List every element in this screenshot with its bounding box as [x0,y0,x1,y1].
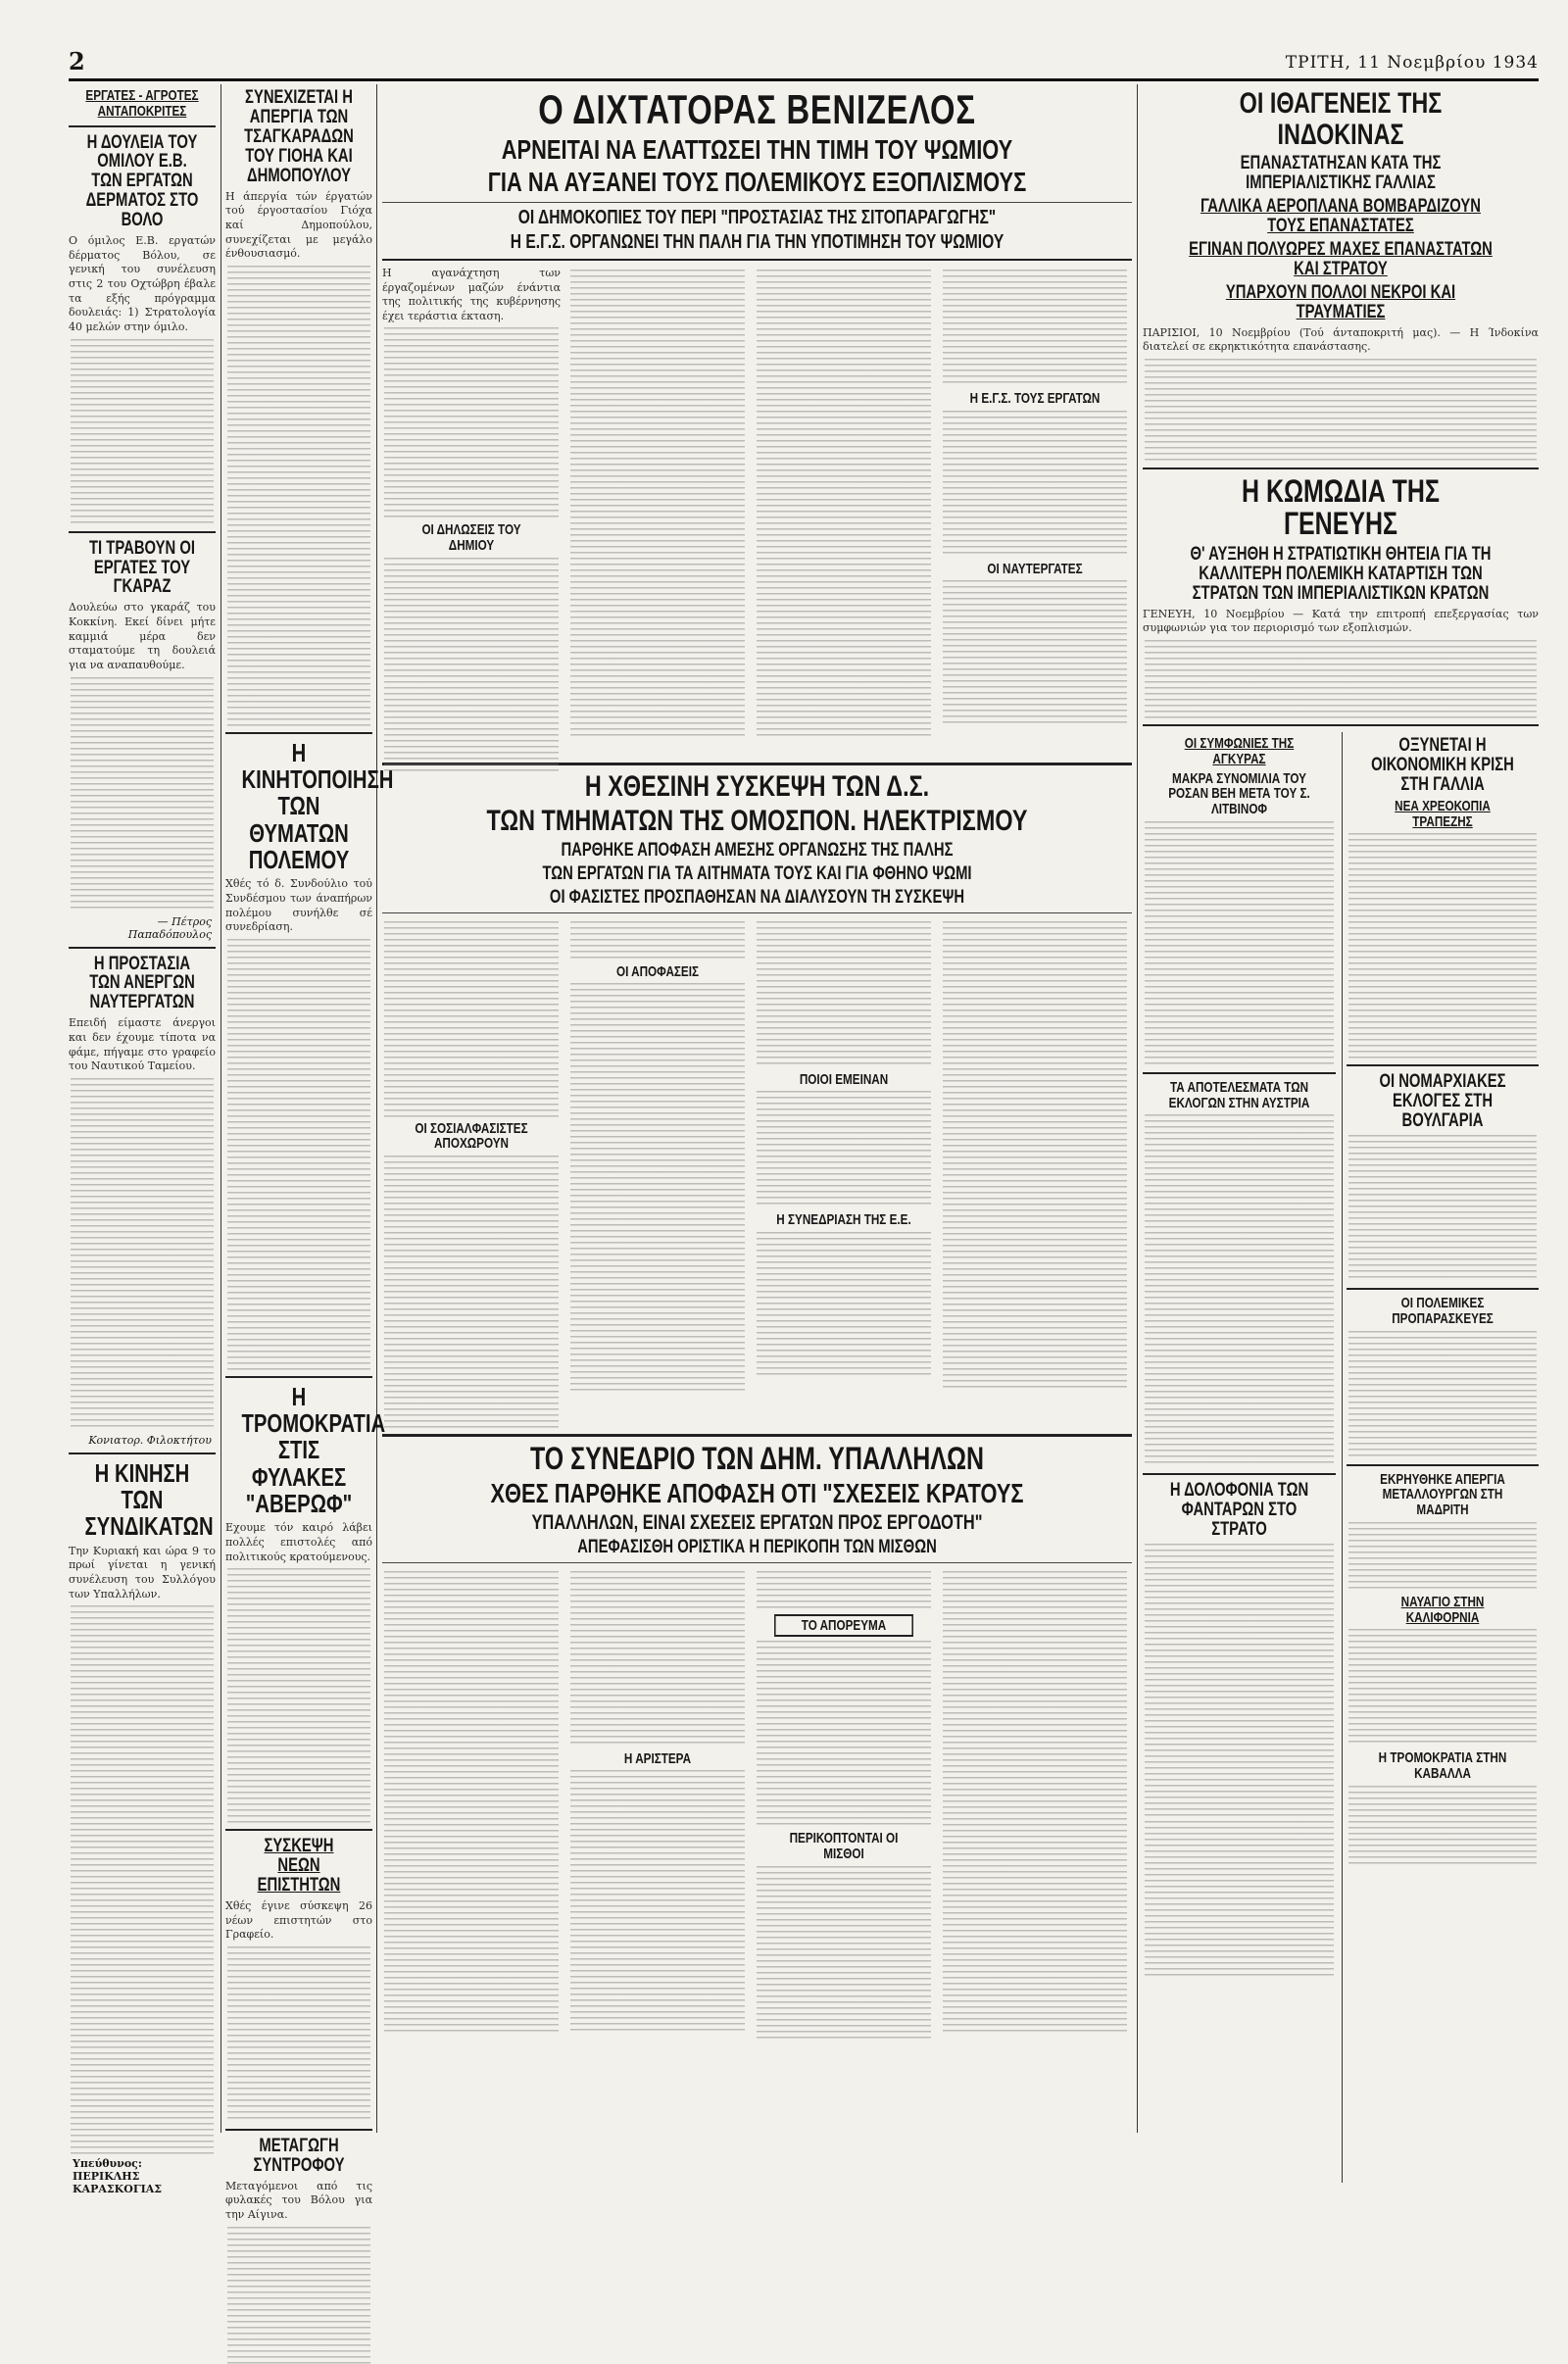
subheading: Η Ε.Γ.Σ. ΤΟΥΣ ΕΡΓΑΤΩΝ [969,389,1101,407]
article-headline: ΕΚΡΗΥΘΗΚΕ ΑΠΕΡΓΙΑ ΜΕΤΑΛΛΟΥΡΓΩΝ ΣΤΗ ΜΑΔΡΙΤΗ [1380,1470,1505,1519]
article-text-block [943,580,1127,727]
meeting-story [382,771,1132,1428]
article-deck: Θ' ΑΥΞΗΘΗ Η ΣΤΡΑΤΙΩΤΙΚΗ ΘΗΤΕΙΑ ΓΙΑ ΤΗ ΚΑΛΛΙΤΕΡΗ ΠΟΛΕΜΙΚΗ ΚΑΤΑΡΤΙΣΗ ΤΩΝ ΣΤΡΑΤΩΝ ΤΩΝ ΙΜΠΕΡΙΑΛΙΣΤΙΚΩΝ ΚΡΑΤΩΝ [1190,543,1492,604]
article-text-block [384,1156,559,1430]
article-text-block [71,1605,214,2154]
column-1 [69,84,216,2196]
congress-column [755,1568,933,2045]
center-area [382,84,1132,2133]
article-text-block [1348,1135,1537,1282]
divider [225,2129,372,2131]
article-text: Η άπεργία τών έργατών τού έργοστασίου Γιόχα καί Δημοπούλου, συνεχίζεται με μεγάλο ένθουσιασμό. [225,189,372,261]
article-text-block [71,339,214,525]
subheading: ΟΙ ΝΑΥΤΕΡΓΑΤΕΣ [987,560,1083,577]
article-text-block [757,1641,931,1827]
article-headline: Η ΧΘΕΣΙΝΗ ΣΥΣΚΕΨΗ ΤΩΝ Δ.Σ. [584,769,930,803]
article-text-block [384,1571,559,2032]
subheading: Η ΑΡΙΣΤΕΡΑ [623,1749,692,1767]
divider [69,1453,216,1454]
lead-body [382,267,1132,757]
article-text-block [227,1946,370,2123]
article-text-block [757,1571,931,1610]
article-text: Την Κυριακή και ώρα 9 το πρωί γίνεται η γενική συνέλευση του Συλλόγου των Υπαλλήλων. [69,1544,216,1601]
article-deck: ΥΠΑΛΛΗΛΩΝ, ΕΙΝΑΙ ΣΧΕΣΕΙΣ ΕΡΓΑΤΩΝ ΠΡΟΣ ΕΡΓΟΔΟΤΗ" [531,1510,983,1534]
article-headline: Η ΚΙΝΗΣΗ ΤΩΝ ΣΥΝΔΙΚΑΤΩΝ [84,1457,214,1542]
article-text: Χθές τό δ. Συνδούλιο τού Συνδέσμου των άναπήρων πολέμου συνήλθε σέ συνεδρίαση. [225,877,372,934]
article-text-block [227,1568,370,1823]
article-text-block [227,939,370,1370]
newspaper-page [69,45,1539,2221]
divider [225,1376,372,1378]
article-text-block [570,921,745,960]
lead-deck: ΑΡΝΕΙΤΑΙ ΝΑ ΕΛΑΤΤΩΣΕΙ ΤΗΝ ΤΙΜΗ ΤΟΥ ΨΩΜΙΟΥ [501,134,1013,166]
divider [382,259,1132,261]
article-text-block [71,677,214,912]
article-text-block [1348,1522,1537,1591]
article-text: Η αγανάχτηση των έργαζομένων μαζών ένάντια της πολιτικής της κυβέρνησης έχει τεράστια έκταση. [382,266,561,322]
divider [1347,1464,1539,1466]
article-text-block [943,270,1127,387]
article-deck: ΜΑΚΡΑ ΣΥΝΟΜΙΛΙΑ ΤΟΥ ΡΟΣΑΝ ΒΕΗ ΜΕΤΑ ΤΟΥ Σ. ΛΙΤΒΙΝΟΦ [1168,769,1310,817]
lead-deck: Η Ε.Γ.Σ. ΟΡΓΑΝΩΝΕΙ ΤΗΝ ΠΑΛΗ ΓΙΑ ΤΗΝ ΥΠΟΤΙΜΗΣΗ ΤΟΥ ΨΩΜΙΟΥ [510,230,1004,253]
article-deck: ΥΠΑΡΧΟΥΝ ΠΟΛΛΟΙ ΝΕΚΡΟΙ ΚΑΙ ΤΡΑΥΜΑΤΙΕΣ [1225,281,1456,322]
right-area [1143,84,1539,2133]
article-text-block [384,327,559,518]
article-text-block [384,558,559,773]
article-text: Εχουμε τόν καιρό λάβει πολλές επιστολές από πολιτικούς κρατούμενους. [225,1521,372,1563]
article-text-block [227,2227,370,2364]
meeting-column [941,918,1129,1395]
article-headline: ΤΑ ΑΠΟΤΕΛΕΣΜΑΤΑ ΤΩΝ ΕΚΛΟΓΩΝ ΣΤΗΝ ΑΥΣΤΡΙΑ [1168,1078,1310,1111]
article-text: ΓΕΝΕΥΗ, 10 Νοεμβρίου — Κατά την επιτροπή επεξεργασίας των συμφωνιών για τον περιορισμό των εξοπλισμών. [1143,607,1539,635]
article-text-block [757,1091,931,1208]
column-rule [1137,84,1138,2133]
article-text-block [71,1078,214,1431]
lead-deck: ΓΙΑ ΝΑ ΑΥΞΑΝΕΙ ΤΟΥΣ ΠΟΛΕΜΙΚΟΥΣ ΕΞΟΠΛΙΣΜΟΥΣ [487,167,1027,198]
divider [1143,468,1539,469]
subheading: ΟΙ ΔΗΛΩΣΕΙΣ ΤΟΥ ΔΗΜΙΟΥ [421,521,521,555]
issue-date: ΤΡΙΤΗ, 11 Νοεμβρίου 1934 [1285,53,1539,73]
congress-story [382,1440,1132,2097]
subheading: ΤΟ ΑΠΟΡΕΥΜΑ [774,1614,913,1638]
article-text-block [943,411,1127,558]
divider [382,1434,1132,1437]
lead-column [941,267,1129,731]
column-rule [376,84,377,2133]
divider [382,912,1132,913]
article-headline: ΟΙ ΝΟΜΑΡΧΙΑΚΕΣ ΕΚΛΟΓΕΣ ΣΤΗ ΒΟΥΛΓΑΡΙΑ [1379,1071,1506,1132]
subheading: ΟΙ ΑΠΟΦΑΣΕΙΣ [615,962,699,980]
article-text-block [943,1571,1127,2032]
article-text: Επειδή είμαστε άνεργοι και δεν έχουμε τίποτα να φάμε, πήγαμε στο γραφείο του Ναυτικού Ταμείου. [69,1016,216,1073]
article-text-block [757,1866,931,2043]
meeting-column [755,918,933,1383]
article-headline: ΟΙ ΠΟΛΕΜΙΚΕΣ ΠΡΟΠΑΡΑΣΚΕΥΕΣ [1392,1295,1494,1327]
article-text: Δουλεύω στο γκαράζ του Κοκκίνη. Εκεί δίνει μήτε καμμιά μέρα δεν σταματούμε τη δουλειά για να αναπαυθούμε. [69,601,216,671]
divider [1347,1064,1539,1066]
divider [225,1829,372,1831]
article-headline: ΤΙ ΤΡΑΒΟΥΝ ΟΙ ΕΡΓΑΤΕΣ ΤΟΥ ΓΚΑΡΑΖ [88,537,196,598]
divider [69,531,216,533]
article-text-block [570,983,745,1395]
article-text-block [1348,833,1537,1059]
author-signature: Κονιατορ. Φιλοκτήτου [88,1433,212,1447]
subheading: ΠΕΡΙΚΟΠΤΟΝΤΑΙ ΟΙ ΜΙΣΘΟΙ [789,1830,899,1863]
page-number: 2 [69,47,85,75]
article-deck: ΓΑΛΛΙΚΑ ΑΕΡΟΠΛΑΝΑ ΒΟΜΒΑΡΔΙΖΟΥΝ ΤΟΥΣ ΕΠΑΝΑΣΤΑΤΕΣ [1200,195,1481,236]
article-text: Χθές έγινε σύσκεψη 26 νέων επιστητών στο Γραφείο. [225,1898,372,1942]
article-deck: ΑΠΕΦΑΣΙΣΘΗ ΟΡΙΣΤΙΚΑ Η ΠΕΡΙΚΟΠΗ ΤΩΝ ΜΙΣΘΩΝ [577,1536,937,1557]
divider [1143,1072,1336,1074]
article-text: Ο όμιλος Ε.Β. εργατών δέρματος Βόλου, σε γενική του συνέλευση στις 2 του Οχτώβρη έβαλε τα εξής πρόγραμμα δουλειάς: 1) Στρατολογία 40 μελών στην όμιλο. [69,234,216,333]
section-header: ΕΡΓΑΤΕΣ - ΑΓΡΟΤΕΣ ΑΝΤΑΠΟΚΡΙΤΕΣ [85,87,199,120]
divider [382,1562,1132,1563]
article-deck: ΕΓΙΝΑΝ ΠΟΛΥΩΡΕΣ ΜΑΧΕΣ ΕΠΑΝΑΣΤΑΤΩΝ ΚΑΙ ΣΤΡΑΤΟΥ [1189,238,1493,279]
article-text-block [1145,1821,1334,1978]
right-columns [1143,732,1539,2183]
article-headline: Η ΔΟΛΟΦΟΝΙΑ ΤΩΝ ΦΑΝΤΑΡΩΝ ΣΤΟ ΣΤΡΑΤΟ [1169,1480,1309,1541]
article-text-block [757,921,931,1068]
article-headline: Η ΚΙΝΗΤΟΠΟΙΗΣΗ ΤΩΝ ΘΥΜΑΤΩΝ ΠΟΛΕΜΟΥ [241,737,394,874]
article-text-block [1348,1629,1537,1747]
masthead [69,45,1539,81]
divider [1143,724,1539,726]
article-text-block [757,1232,931,1379]
article-deck: ΝΕΑ ΧΡΕΟΚΟΠΙΑ ΤΡΑΠΕΖΗΣ [1395,797,1491,830]
article-text-block [943,921,1127,1392]
article-headline: ΣΥΣΚΕΨΗ ΝΕΩΝ ΕΠΙΣΤΗΤΩΝ [257,1836,341,1896]
right-column-a [1143,732,1336,1981]
congress-column [941,1568,1129,2035]
meeting-column [568,918,747,1399]
subheading: Η ΣΥΝΕΔΡΙΑΣΗ ΤΗΣ Ε.Ε. [776,1211,911,1229]
meeting-body [382,918,1132,1428]
article-deck: ΕΠΑΝΑΣΤΑΤΗΣΑΝ ΚΑΤΑ ΤΗΣ ΙΜΠΕΡΙΑΛΙΣΤΙΚΗΣ ΓΑΛΛΙΑΣ [1240,153,1442,193]
lead-column [755,267,933,743]
article-text-block [1145,1544,1334,1818]
article-text-block [384,921,559,1117]
divider [69,125,216,127]
article-headline: ΤΩΝ ΤΜΗΜΑΤΩΝ ΤΗΣ ΟΜΟΣΠΟΝ. ΗΛΕΚΤΡΙΣΜΟΥ [486,805,1028,838]
author-signature: — Πέτρος Παπαδόπουλος [127,914,212,941]
article-headline: ΜΕΤΑΓΩΓΗ ΣΥΝΤΡΟΦΟΥ [253,2135,345,2176]
article-headline: ΝΑΥΑΓΙΟ ΣΤΗΝ ΚΑΛΙΦΟΡΝΙΑ [1400,1593,1485,1626]
right-column-b [1347,732,1539,1867]
article-headline: ΟΙ ΙΘΑΓΕΝΕΙΣ ΤΗΣ ΙΝΔΟΚΙΝΑΣ [1239,87,1443,151]
lead-headline: Ο ΔΙΧΤΑΤΟΡΑΣ ΒΕΝΙΖΕΛΟΣ [538,86,976,132]
lead-story [382,88,1132,757]
article-headline: Η ΤΡΟΜΟΚΡΑΤΙΑ ΣΤΙΣ ΦΥΛΑΚΕΣ "ΑΒΕΡΩΦ" [241,1381,386,1518]
divider [1143,1473,1336,1475]
article-headline: ΣΥΝΕΧΙΖΕΤΑΙ Η ΑΠΕΡΓΙΑ ΤΩΝ ΤΣΑΓΚΑΡΑΔΩΝ ΤΟΥ ΓΙΟΗΑ ΚΑΙ ΔΗΜΟΠΟΥΛΟΥ [244,87,354,186]
article-deck: ΤΩΝ ΕΡΓΑΤΩΝ ΓΙΑ ΤΑ ΑΙΤΗΜΑΤΑ ΤΟΥΣ ΚΑΙ ΓΙΑ ΦΘΗΝΟ ΨΩΜΙ [542,862,972,884]
congress-body [382,1568,1132,2097]
congress-column [382,1568,561,2035]
article-text-block [227,266,370,726]
article-text-block [757,270,931,740]
article-text-block [1348,1786,1537,1864]
article-text-block [570,1770,745,2035]
divider [382,202,1132,203]
article-headline: ΟΞΥΝΕΤΑΙ Η ΟΙΚΟΝΟΜΙΚΗ ΚΡΙΣΗ ΣΤΗ ΓΑΛΛΙΑ [1371,735,1514,795]
article-text-block [1348,1331,1537,1458]
divider [69,947,216,949]
article-text: ΠΑΡΙΣΙΟΙ, 10 Νοεμβρίου (Τού άνταποκριτή μας). — Η Ίνδοκίνα διατελεί σε εκρηκτικότητα επανάστασης. [1143,325,1539,354]
article-deck: ΟΙ ΦΑΣΙΣΤΕΣ ΠΡΟΣΠΑΘΗΣΑΝ ΝΑ ΔΙΑΛΥΣΟΥΝ ΤΗ ΣΥΣΚΕΨΗ [549,886,965,908]
editor-signature: Υπεύθυνος: ΠΕΡΙΚΛΗΣ ΚΑΡΑΣΚΟΓΙΑΣ [73,2157,163,2196]
lead-column [382,267,561,776]
column-2 [225,84,394,2221]
divider [1347,1288,1539,1290]
article-headline: Η ΔΟΥΛΕΙΑ ΤΟΥ ΟΜΙΛΟΥ Ε.Β. ΤΩΝ ΕΡΓΑΤΩΝ ΔΕΡΜΑΤΟΣ ΣΤΟ ΒΟΛΟ [85,131,199,231]
lead-column [568,267,747,743]
article-text-block [570,270,745,740]
article-headline: ΟΙ ΣΥΜΦΩΝΙΕΣ ΤΗΣ ΑΓΚΥΡΑΣ [1184,735,1295,767]
article-headline: Η ΤΡΟΜΟΚΡΑΤΙΑ ΣΤΗΝ ΚΑΒΑΛΛΑ [1378,1749,1507,1783]
article-text-block [570,1571,745,1748]
article-text-block [1145,359,1537,462]
article-headline: Η ΠΡΟΣΤΑΣΙΑ ΤΩΝ ΑΝΕΡΓΩΝ ΝΑΥΤΕΡΓΑΤΩΝ [89,953,195,1013]
article-text-block [1145,640,1537,718]
divider [225,732,372,734]
article-deck: ΠΑΡΘΗΚΕ ΑΠΟΦΑΣΗ ΑΜΕΣΗΣ ΟΡΓΑΝΩΣΗΣ ΤΗΣ ΠΑΛΗΣ [561,839,954,861]
subheading: ΠΟΙΟΙ ΕΜΕΙΝΑΝ [799,1070,889,1088]
article-text: Μεταγόμενοι από τις φυλακές του Βόλου για την Αίγινα. [225,2179,372,2221]
subheading: ΟΙ ΣΟΣΙΑΛΦΑΣΙΣΤΕΣ ΑΠΟΧΩΡΟΥΝ [415,1119,528,1153]
column-rule [1342,732,1344,2183]
lead-deck: ΟΙ ΔΗΜΟΚΟΠΙΕΣ ΤΟΥ ΠΕΡΙ "ΠΡΟΣΤΑΣΙΑΣ ΤΗΣ ΣΙΤΟΠΑΡΑΓΩΓΗΣ" [517,206,997,228]
article-headline: Η ΚΩΜΩΔΙΑ ΤΗΣ ΓΕΝΕΥΗΣ [1242,472,1440,542]
article-headline: ΤΟ ΣΥΝΕΔΡΙΟ ΤΩΝ ΔΗΜ. ΥΠΑΛΛΗΛΩΝ [529,1440,985,1476]
article-text-block [1145,821,1334,1066]
article-text-block [1145,1114,1334,1467]
congress-column [568,1568,747,2039]
article-deck: ΧΘΕΣ ΠΑΡΘΗΚΕ ΑΠΟΦΑΣΗ ΟΤΙ "ΣΧΕΣΕΙΣ ΚΡΑΤΟΥΣ [490,1478,1024,1509]
meeting-column [382,918,561,1434]
column-rule [220,84,221,2133]
